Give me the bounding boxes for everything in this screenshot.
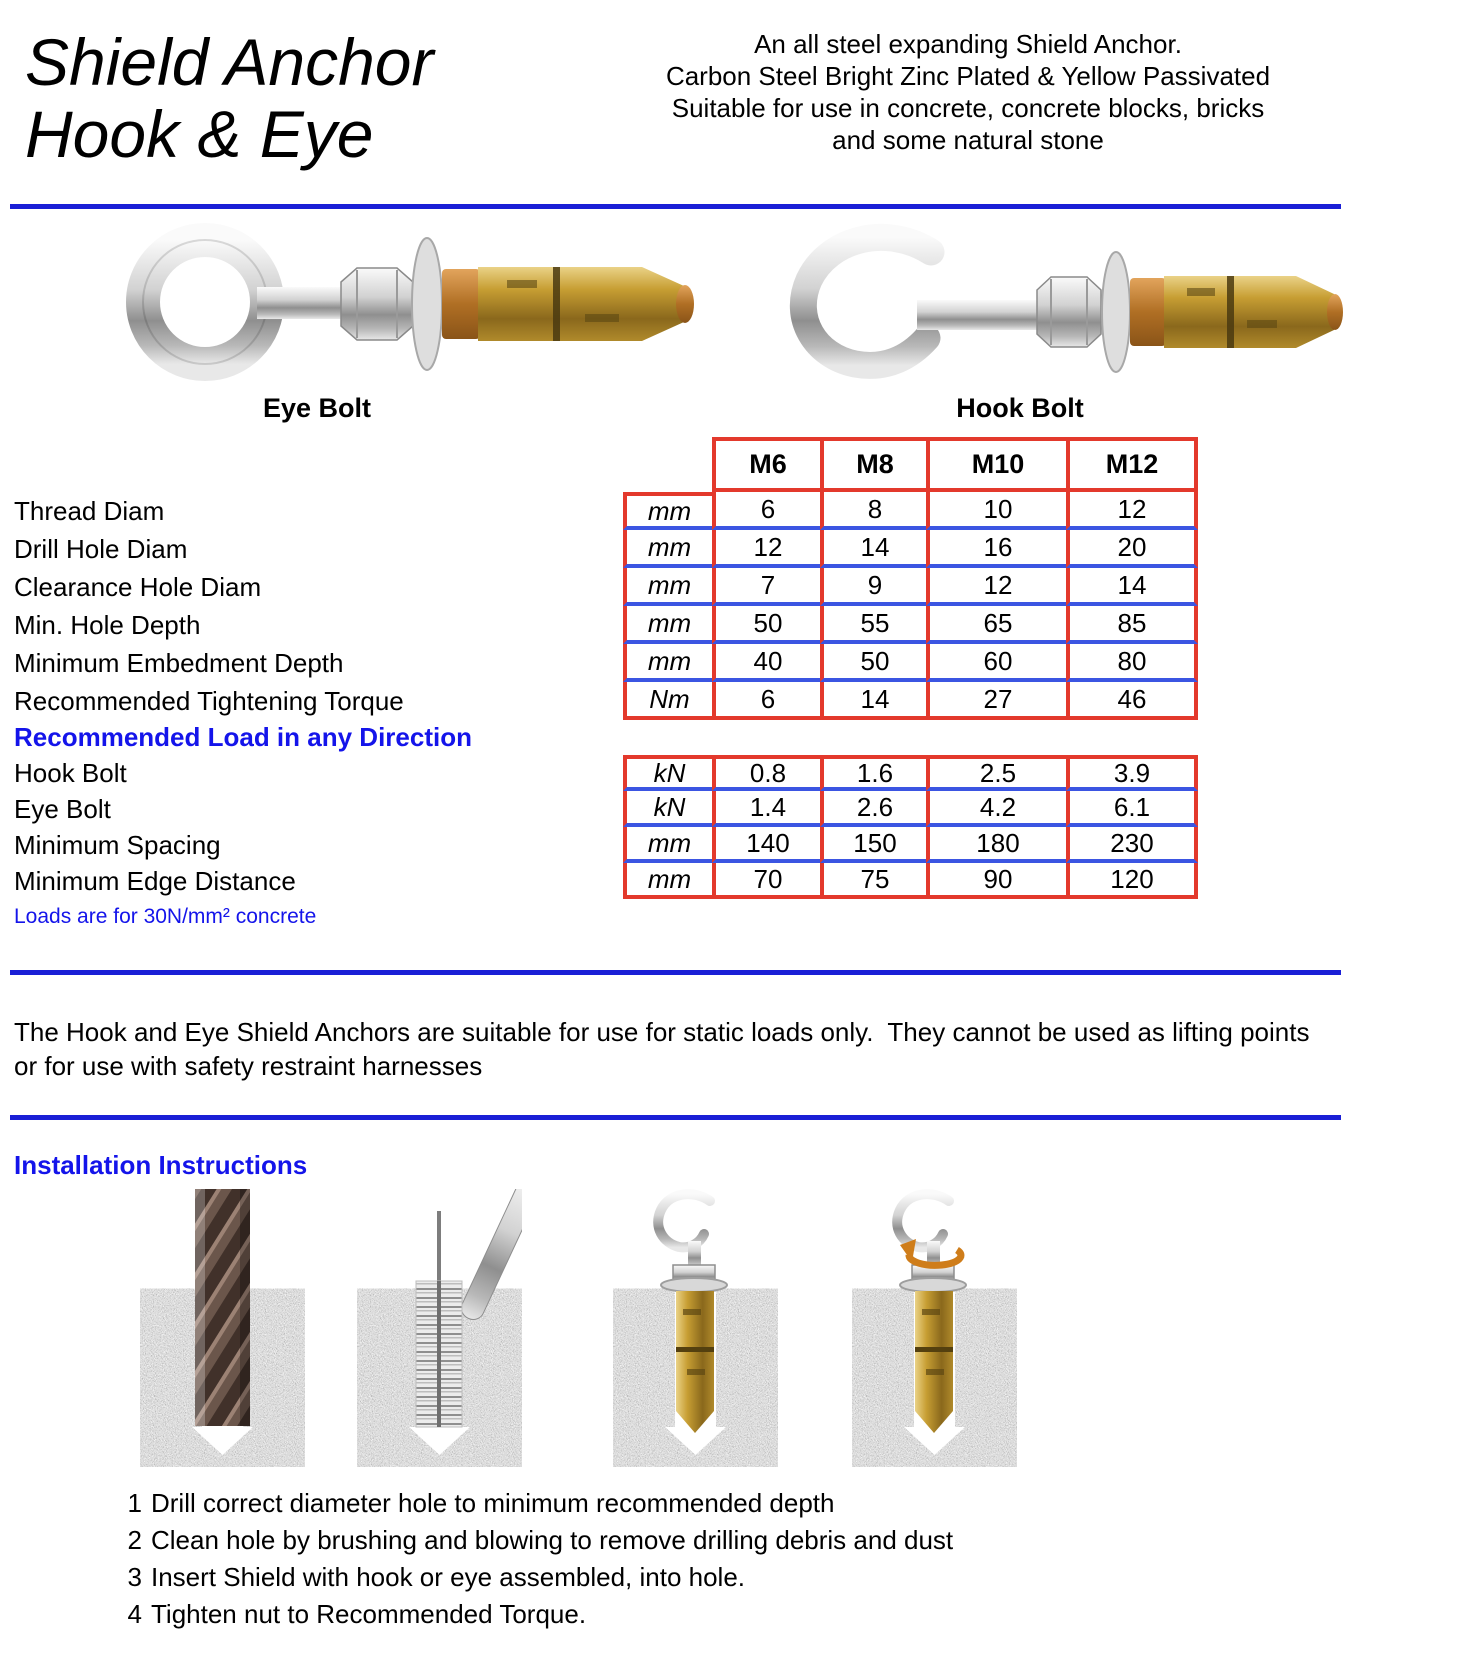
- step-number: 2: [127, 1525, 142, 1555]
- value-cell: 120: [1066, 863, 1198, 899]
- installation-heading: Installation Instructions: [14, 1150, 308, 1180]
- step-item: [122, 1596, 1468, 1633]
- step2-brush-illustration: [357, 1189, 522, 1467]
- column-header-m8: M8: [820, 437, 926, 492]
- step-number: 4: [127, 1599, 142, 1629]
- unit-cell: mm: [623, 606, 712, 644]
- section-divider: [10, 970, 1341, 975]
- value-cell: 20: [1066, 530, 1198, 568]
- intro-line: Suitable for use in concrete, concrete blocks, bricks: [671, 93, 1265, 123]
- value-cell: 14: [1066, 568, 1198, 606]
- value-cell: 6.1: [1066, 791, 1198, 827]
- value-cell: 2.6: [820, 791, 926, 827]
- value-cell: 7: [712, 568, 820, 606]
- value-cell: 140: [712, 827, 820, 863]
- unit-header-spacer: [623, 437, 712, 492]
- page-title: [25, 26, 433, 170]
- page-title-line2: Hook & Eye: [25, 97, 374, 171]
- step-item: [122, 1522, 1468, 1559]
- row-label: Minimum Spacing: [14, 829, 221, 860]
- column-header-m12: M12: [1066, 437, 1198, 492]
- value-cell: 3.9: [1066, 755, 1198, 791]
- unit-cell: mm: [623, 863, 712, 899]
- value-cell: 27: [926, 682, 1066, 720]
- load-section-heading: Recommended Load in any Direction: [14, 722, 472, 752]
- step-number: 1: [127, 1488, 142, 1518]
- column-header-m6: M6: [712, 437, 820, 492]
- step3-insert-anchor-illustration: [613, 1189, 778, 1467]
- unit-cell: Nm: [623, 682, 712, 720]
- unit-cell: kN: [623, 791, 712, 827]
- row-label: Drill Hole Diam: [14, 533, 188, 564]
- value-cell: 16: [926, 530, 1066, 568]
- unit-cell: mm: [623, 644, 712, 682]
- eye-bolt-photo: [95, 222, 710, 394]
- value-cell: 80: [1066, 644, 1198, 682]
- step-text: Clean hole by brushing and blowing to remove drilling debris and dust: [151, 1525, 954, 1555]
- hook-bolt-photo: [735, 222, 1355, 394]
- value-cell: 1.6: [820, 755, 926, 791]
- value-cell: 12: [926, 568, 1066, 606]
- value-cell: 85: [1066, 606, 1198, 644]
- value-cell: 9: [820, 568, 926, 606]
- row-label: Thread Diam: [14, 495, 165, 526]
- value-cell: 230: [1066, 827, 1198, 863]
- step1-drill-illustration: [140, 1189, 305, 1467]
- value-cell: 4.2: [926, 791, 1066, 827]
- value-cell: 2.5: [926, 755, 1066, 791]
- value-cell: 10: [926, 492, 1066, 530]
- row-label: Hook Bolt: [14, 757, 127, 788]
- value-cell: 14: [820, 682, 926, 720]
- value-cell: 70: [712, 863, 820, 899]
- unit-cell: mm: [623, 568, 712, 606]
- value-cell: 75: [820, 863, 926, 899]
- row-label: Recommended Tightening Torque: [14, 685, 404, 716]
- load-heading-spacer: [623, 720, 1198, 755]
- spec-table: [14, 437, 1198, 933]
- row-label: Min. Hole Depth: [14, 609, 201, 640]
- spec-table-corner: [14, 437, 623, 492]
- value-cell: 6: [712, 682, 820, 720]
- hook-bolt-caption: Hook Bolt: [956, 393, 1084, 423]
- value-cell: 6: [712, 492, 820, 530]
- value-cell: 180: [926, 827, 1066, 863]
- step-item: [122, 1485, 1468, 1522]
- intro-line: and some natural stone: [832, 125, 1104, 155]
- product-photos-section: [0, 209, 1468, 437]
- step-number: 3: [127, 1562, 142, 1592]
- loads-footnote: Loads are for 30N/mm² concrete: [14, 905, 317, 928]
- intro-line: An all steel expanding Shield Anchor.: [754, 29, 1182, 59]
- row-label: Eye Bolt: [14, 793, 111, 824]
- column-header-m10: M10: [926, 437, 1066, 492]
- installation-step-list: [122, 1485, 1468, 1633]
- value-cell: 60: [926, 644, 1066, 682]
- value-cell: 14: [820, 530, 926, 568]
- value-cell: 12: [1066, 492, 1198, 530]
- unit-cell: mm: [623, 530, 712, 568]
- value-cell: 150: [820, 827, 926, 863]
- unit-cell: mm: [623, 827, 712, 863]
- intro-line: Carbon Steel Bright Zinc Plated & Yellow Passivated: [665, 61, 1271, 91]
- value-cell: 12: [712, 530, 820, 568]
- row-label: Clearance Hole Diam: [14, 571, 262, 602]
- step-text: Tighten nut to Recommended Torque.: [151, 1599, 587, 1629]
- unit-cell: kN: [623, 755, 712, 791]
- eye-bolt-caption: Eye Bolt: [262, 393, 372, 423]
- value-cell: 1.4: [712, 791, 820, 827]
- value-cell: 90: [926, 863, 1066, 899]
- value-cell: 40: [712, 644, 820, 682]
- step4-tighten-anchor-illustration: [852, 1189, 1017, 1467]
- row-label: Minimum Edge Distance: [14, 865, 296, 896]
- header: [0, 0, 1468, 170]
- value-cell: 0.8: [712, 755, 820, 791]
- value-cell: 50: [712, 606, 820, 644]
- installation-figures: [0, 1189, 1468, 1471]
- section-divider: [10, 1115, 1341, 1120]
- step-text: Insert Shield with hook or eye assembled, into hole.: [151, 1562, 746, 1592]
- value-cell: 55: [820, 606, 926, 644]
- intro-text: [618, 28, 1318, 170]
- value-cell: 50: [820, 644, 926, 682]
- step-text: Drill correct diameter hole to minimum recommended depth: [151, 1488, 835, 1518]
- value-cell: 46: [1066, 682, 1198, 720]
- value-cell: 65: [926, 606, 1066, 644]
- static-load-note: The Hook and Eye Shield Anchors are suitable for use for static loads only. They cannot be used as lifting points or for use with safety restraint harnesses: [14, 1017, 1317, 1081]
- value-cell: 8: [820, 492, 926, 530]
- row-label: Minimum Embedment Depth: [14, 647, 344, 678]
- page-title-line1: Shield Anchor: [25, 25, 434, 99]
- step-item: [122, 1559, 1468, 1596]
- unit-cell: mm: [623, 492, 712, 530]
